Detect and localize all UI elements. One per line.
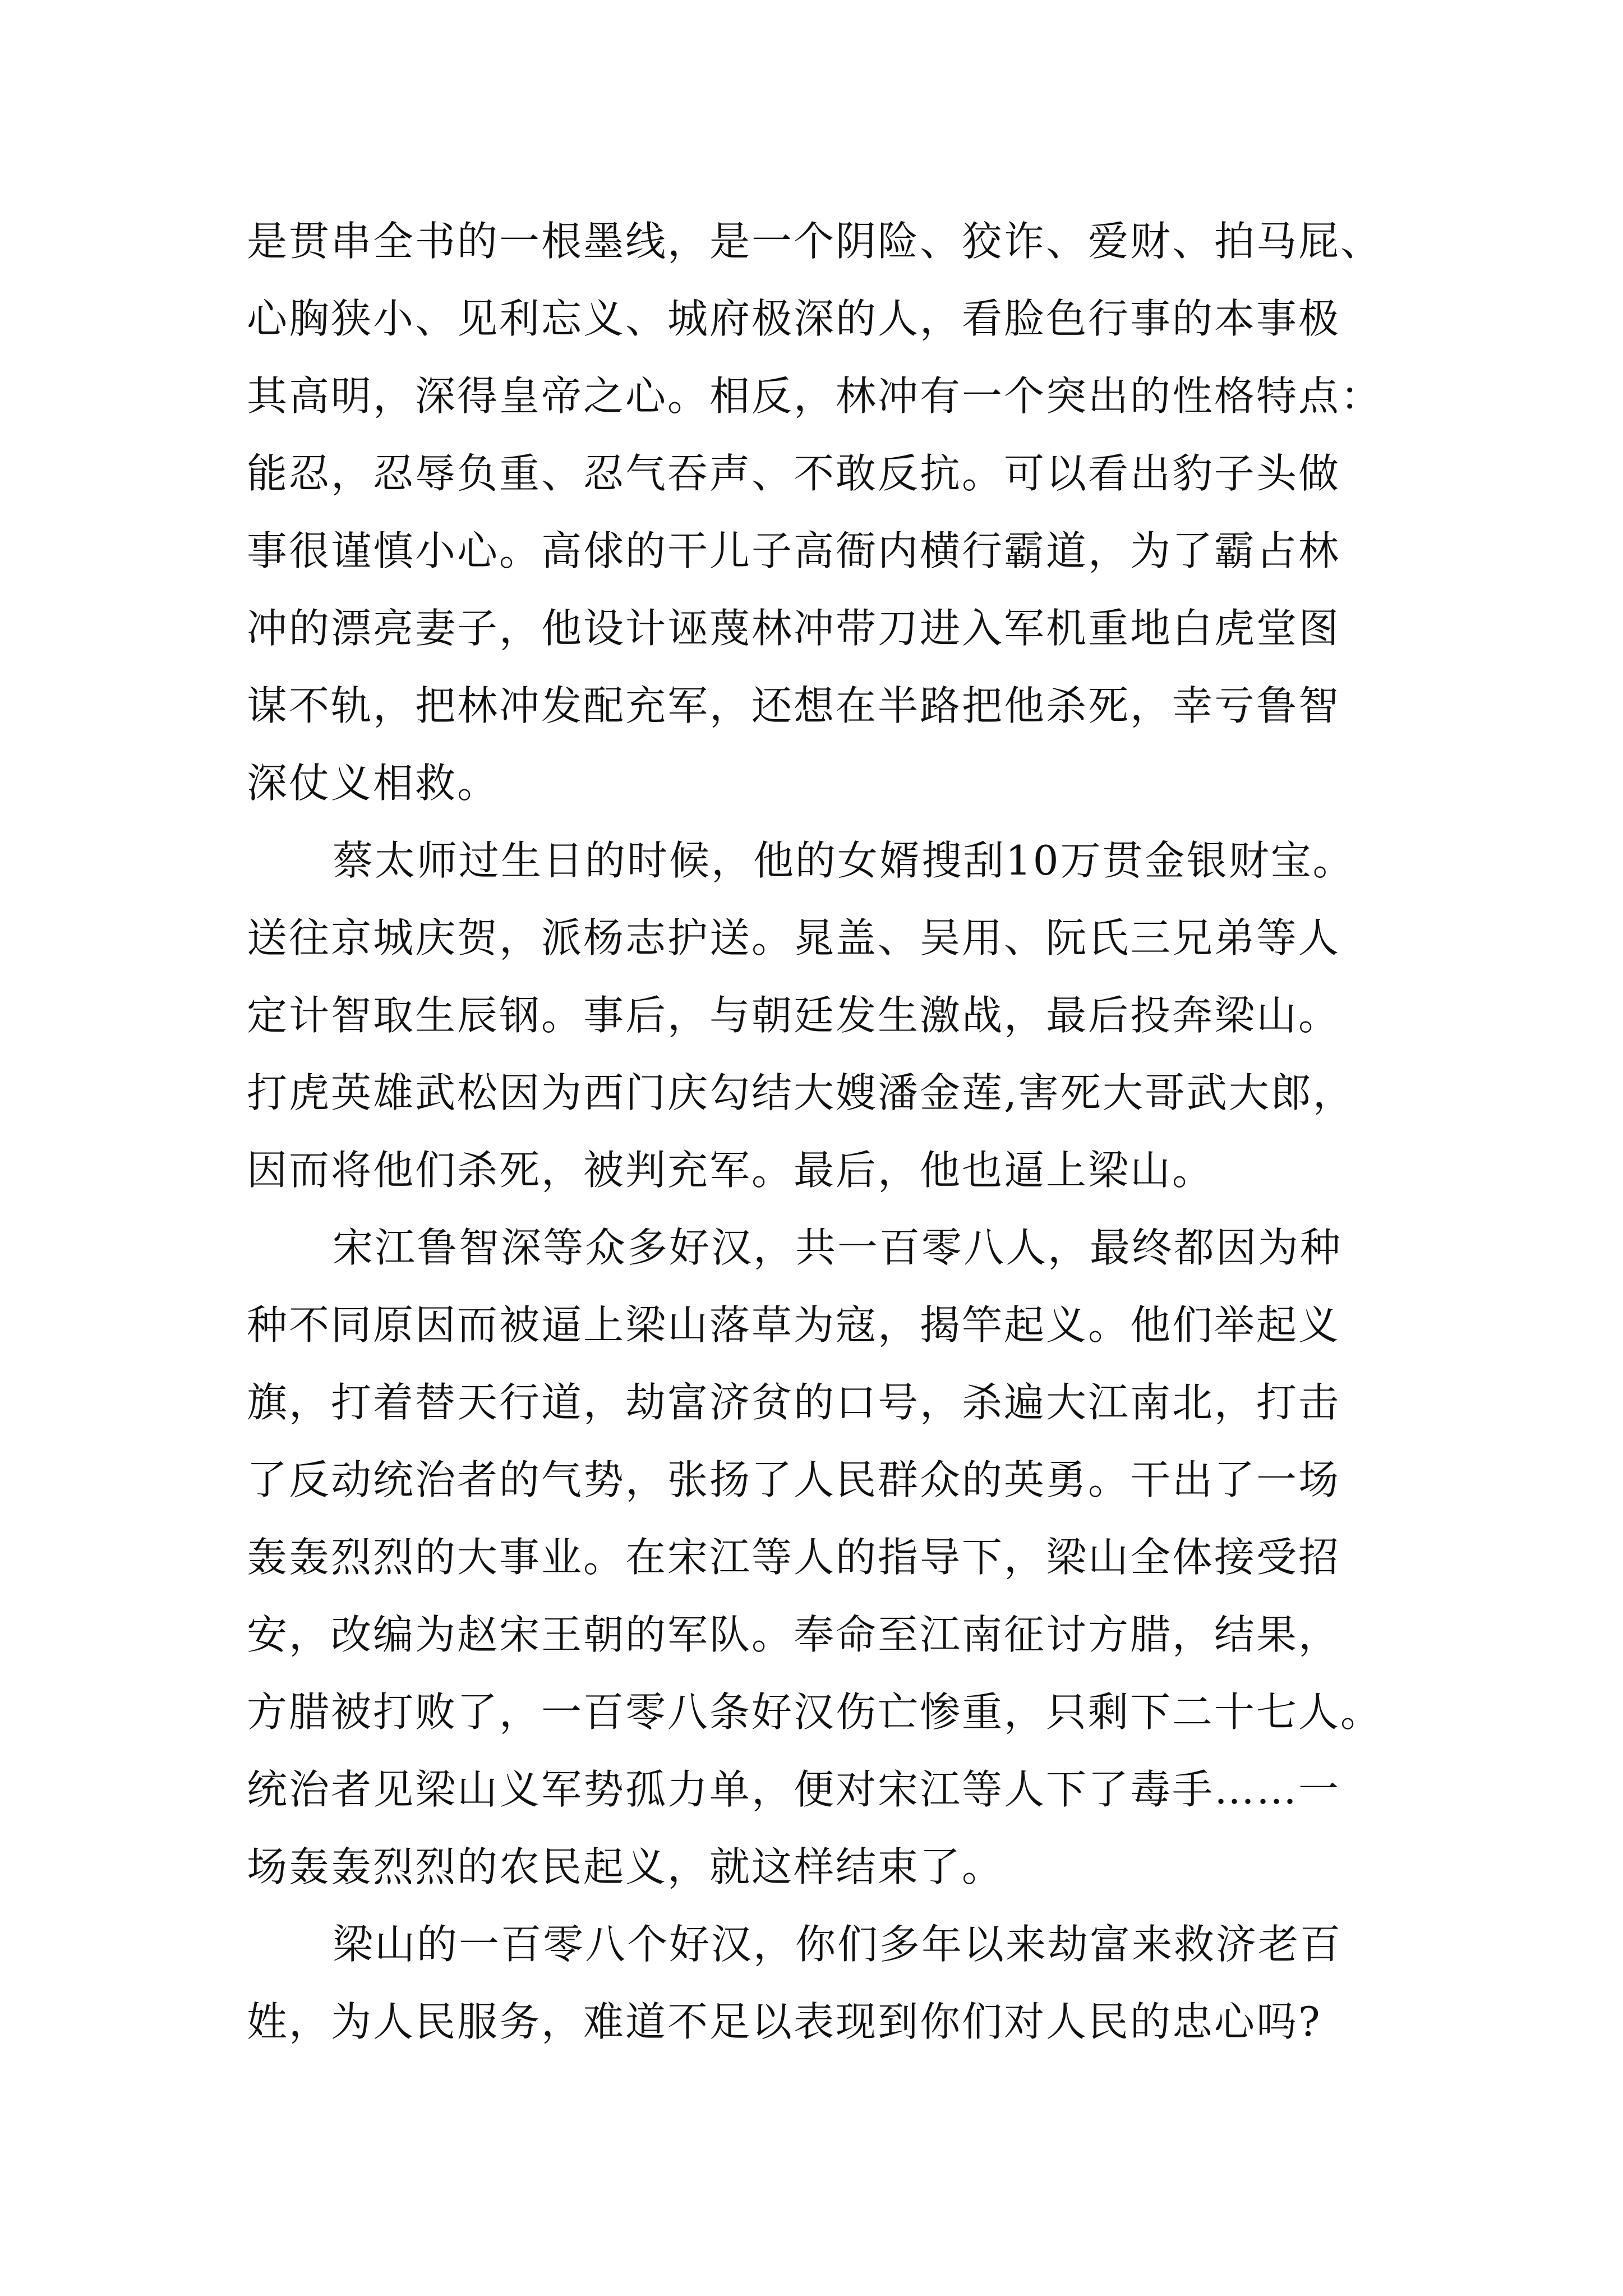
text-line: 事很谨慎小心。高俅的干儿子高衙内横行霸道，为了霸占林 <box>247 527 1341 574</box>
text-line: 旗，打着替天行道，劫富济贫的口号，杀遍大江南北，打击 <box>247 1379 1341 1426</box>
text-line: 种不同原因而被逼上梁山落草为寇，揭竿起义。他们举起义 <box>247 1301 1341 1349</box>
text-line: 定计智取生辰钢。事后，与朝廷发生激战，最后投奔梁山。 <box>247 992 1341 1039</box>
text-line: 因而将他们杀死，被判充军。最后，他也逼上梁山。 <box>247 1147 1215 1194</box>
text-line: 打虎英雄武松因为西门庆勾结大嫂潘金莲,害死大哥武大郎， <box>247 1069 1355 1116</box>
text-line: 冲的漂亮妻子，他设计诬蔑林冲带刀进入军机重地白虎堂图 <box>247 605 1341 652</box>
text-line: 场轰轰烈烈的农民起义，就这样结束了。 <box>247 1843 1004 1890</box>
text-line: 是贯串全书的一根墨线，是一个阴险、狡诈、爱财、拍马屁、 <box>247 218 1383 265</box>
text-line: 深仗义相救。 <box>247 760 500 807</box>
text-line: 轰轰烈烈的大事业。在宋江等人的指导下，梁山全体接受招 <box>247 1534 1341 1581</box>
text-line: 方腊被打败了，一百零八条好汉伤亡惨重，只剩下二十七人。 <box>247 1688 1383 1736</box>
text-line: 送往京城庆贺，派杨志护送。晁盖、吴用、阮氏三兄弟等人 <box>247 914 1341 961</box>
paragraph-first-line: 宋江鲁智深等众多好汉，共一百零八人，最终都因为种 <box>333 1224 1343 1271</box>
text-line: 安，改编为赵宋王朝的军队。奉命至江南征讨方腊，结果， <box>247 1611 1341 1658</box>
text-line: 谋不轨，把林冲发配充军，还想在半路把他杀死，幸亏鲁智 <box>247 682 1341 729</box>
text-line: 了反动统治者的气势，张扬了人民群众的英勇。干出了一场 <box>247 1456 1341 1503</box>
paragraph-first-line: 蔡太师过生日的时候，他的女婿搜刮10万贯金银财宝。 <box>333 837 1355 884</box>
text-line: 姓，为人民服务，难道不足以表现到你们对人民的忠心吗? <box>247 1998 1322 2045</box>
paragraph-first-line: 梁山的一百零八个好汉，你们多年以来劫富来救济老百 <box>333 1921 1343 1968</box>
text-line: 心胸狭小、见利忘义、城府极深的人，看脸色行事的本事极 <box>247 295 1341 342</box>
text-line: 统治者见梁山义军势孤力单，便对宋江等人下了毒手……一 <box>247 1766 1341 1813</box>
text-line: 其高明，深得皇帝之心。相反，林冲有一个突出的性格特点： <box>247 372 1383 420</box>
text-line: 能忍，忍辱负重、忍气吞声、不敢反抗。可以看出豹子头做 <box>247 450 1341 497</box>
